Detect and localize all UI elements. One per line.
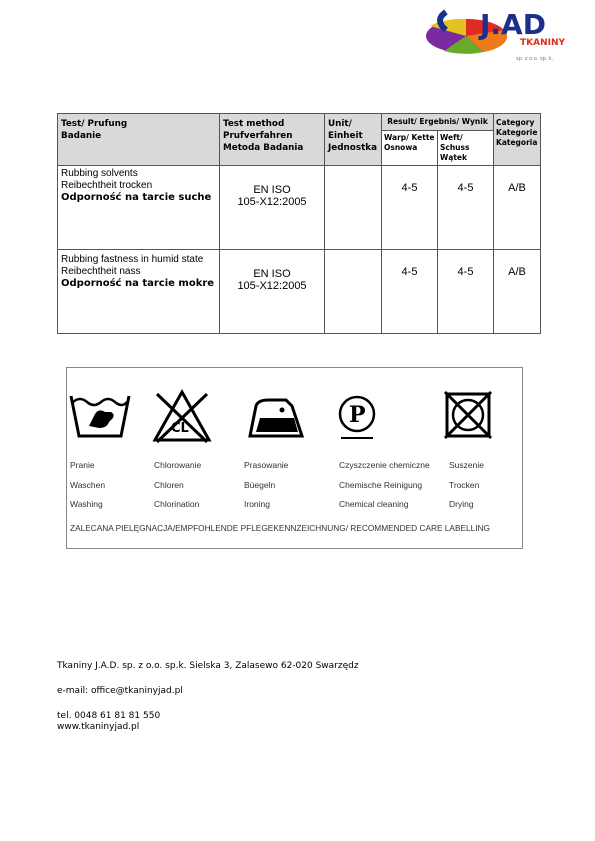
header-result: Result/ Ergebnis/ Wynik	[382, 114, 494, 131]
method-cell: EN ISO 105-X12:2005	[220, 250, 325, 334]
header-test: Test/ Prufung Badanie	[58, 114, 220, 166]
test-name-cell: Rubbing fastness in humid state Reibechtheit nass Odporność na tarcie mokre	[58, 250, 220, 334]
header-unit: Unit/ Einheit Jednostka	[325, 114, 382, 166]
svg-text:J.AD: J.AD	[480, 8, 546, 41]
table-row	[58, 166, 541, 250]
care-label-caption: ZALECANA PIELĘGNACJA/EMPFOHLENDE PFLEGEKENNZEICHNUNG/ RECOMMENDED CARE LABELLING	[70, 523, 491, 533]
category-cell: A/B	[494, 166, 541, 250]
category-cell: A/B	[494, 250, 541, 334]
unit-cell	[325, 166, 382, 250]
warp-cell: 4-5	[382, 166, 438, 250]
no-chlorine-icon	[151, 388, 213, 448]
svg-text:sp. z o.o. sp. k.: sp. z o.o. sp. k.	[516, 56, 554, 62]
header-method: Test method Prufverfahren Metoda Badania	[220, 114, 325, 166]
weft-cell: 4-5	[438, 250, 494, 334]
company-logo	[424, 4, 584, 62]
care-drying-labels: Suszenie Trocken Drying	[449, 460, 484, 509]
header-weft: Weft/ Schuss Wątek	[438, 131, 494, 166]
care-iron-labels: Prasowanie Büegeln Ironing	[244, 460, 289, 509]
company-address: Tkaniny J.A.D. sp. z o.o. sp.k. Sielska 3, Zalasewo 62-020 Swarzędz	[57, 661, 359, 671]
iron-icon	[246, 396, 306, 444]
no-tumble-dry-icon	[443, 390, 493, 444]
unit-cell	[325, 250, 382, 334]
table-row	[58, 250, 541, 334]
care-wash-labels: Pranie Waschen Washing	[70, 460, 106, 509]
company-website: www.tkaninyjad.pl	[57, 722, 140, 732]
care-dryclean-labels: Czyszczenie chemiczne Chemische Reinigung Chemical cleaning	[339, 460, 430, 509]
svg-text:TKANINY: TKANINY	[520, 38, 566, 48]
care-label-panel	[66, 367, 523, 549]
method-cell: EN ISO 105-X12:2005	[220, 166, 325, 250]
svg-text:P: P	[349, 402, 366, 428]
header-category: Category Kategorie Kategoria	[494, 114, 541, 166]
company-email: e-mail: office@tkaninyjad.pl	[57, 686, 183, 696]
care-chlorine-labels: Chlorowanie Chloren Chlorination	[154, 460, 202, 509]
company-phone: tel. 0048 61 81 81 550	[57, 711, 161, 721]
test-name-cell: Rubbing solvents Reibechtheit trocken Odporność na tarcie suche	[58, 166, 220, 250]
weft-cell: 4-5	[438, 166, 494, 250]
test-results-table	[57, 113, 541, 334]
warp-cell: 4-5	[382, 250, 438, 334]
header-warp: Warp/ Kette Osnowa	[382, 131, 438, 166]
svg-text:CL: CL	[171, 421, 189, 436]
dry-clean-p-icon	[337, 394, 377, 446]
wash-icon	[69, 388, 131, 444]
